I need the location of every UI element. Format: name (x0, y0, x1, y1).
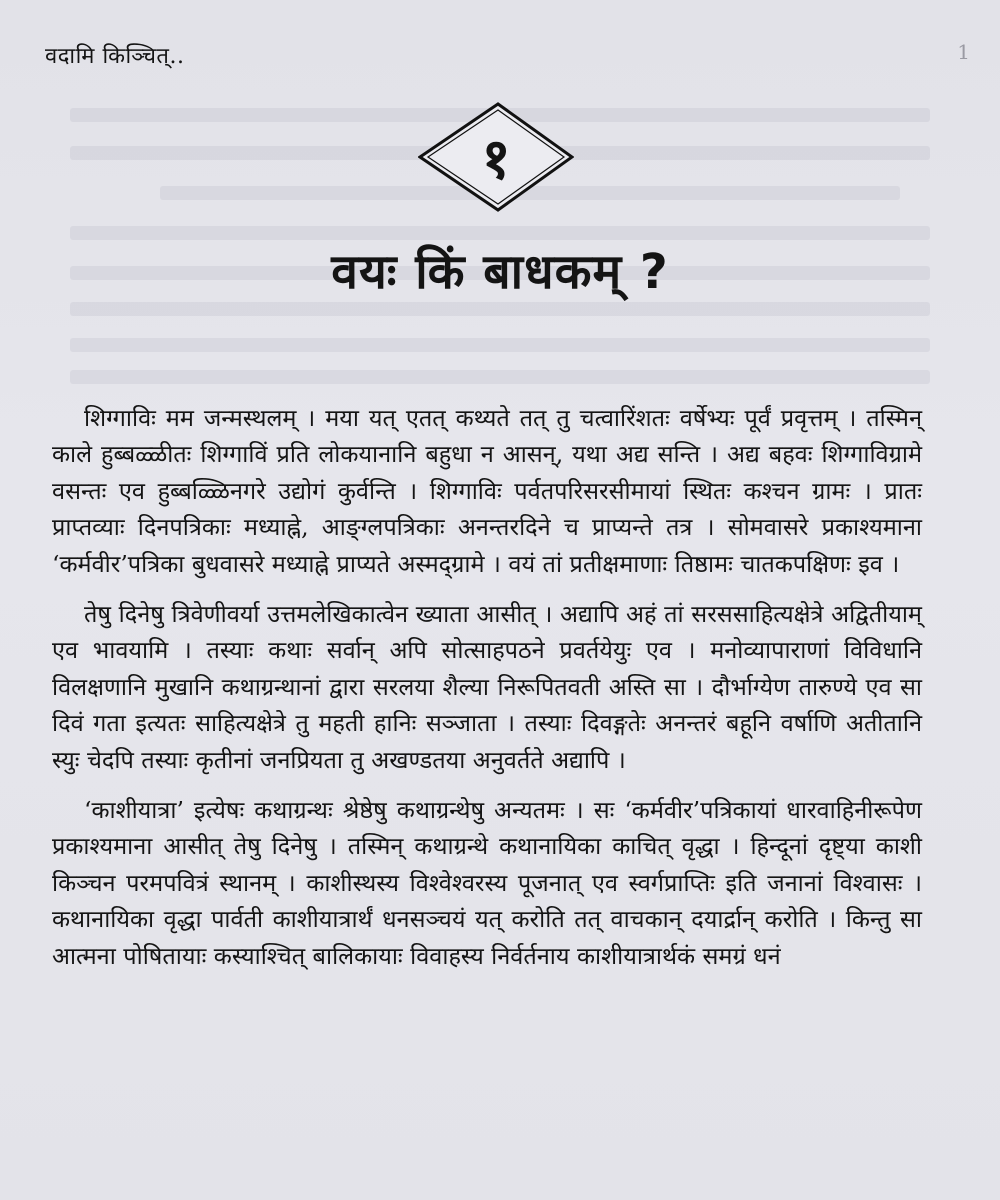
chapter-number: १ (481, 127, 511, 192)
show-through-line (70, 338, 930, 352)
paragraph: शिग्गाविः मम जन्मस्थलम् । मया यत् एतत् कथ्यते तत् तु चत्वारिंशतः वर्षेभ्यः पूर्वं प्रवृत्तम् । तस्मिन् काले हुब्बळ्ळीतः शिग्गाविं प्रति लोकयानानि बहुधा न आसन्, यथा अद्य सन्ति । अद्य बहवः शिग्गाविग्रामे वसन्तः एव हुब्बळ्ळिनगरे उद्योगं कुर्वन्ति । शिग्गाविः पर्वतपरिसरसीमायां स्थितः कश्चन ग्रामः । प्रातः प्राप्तव्याः दिनपत्रिकाः मध्याह्ने, आङ्ग्लपत्रिकाः अनन्तरदिने च प्राप्यन्ते तत्र । सोमवासरे प्रकाश्यमाना ‘कर्मवीर’पत्रिका बुधवासरे मध्याह्ने प्राप्यते अस्मद्ग्रामे । वयं तां प्रतीक्षमाणाः तिष्ठामः चातकपक्षिणः इव । (52, 404, 922, 578)
show-through-line (70, 302, 930, 316)
show-through-line (70, 370, 930, 384)
chapter-title: वयः किं बाधकम् ? (331, 244, 669, 300)
chapter-badge (418, 102, 574, 212)
paragraph: तेषु दिनेषु त्रिवेणीवर्या उत्तमलेखिकात्वेन ख्याता आसीत् । अद्यापि अहं तां सरससाहित्यक्षेत्रे अद्वितीयाम् एव भावयामि । तस्याः कथाः सर्वान् अपि सोत्साहपठने प्रवर्तयेयुः एव । मनोव्यापाराणां विविधानि विलक्षणानि मुखानि कथाग्रन्थानां द्वारा सरलया शैल्या निरूपितवती अस्ति सा । दौर्भाग्येण तारुण्ये एव सा दिवं गता इत्यतः साहित्यक्षेत्रे तु महती हानिः सञ्जाता । तस्याः दिवङ्गतेः अनन्तरं बहूनि वर्षाणि अतीतानि स्युः चेदपि तस्याः कृतीनां जनप्रियता तु अखण्डतया अनुवर्तते अद्यापि । (52, 600, 922, 774)
running-head: वदामि किञ्चित्.. (45, 44, 185, 69)
body-text (52, 400, 922, 988)
paragraph: ‘काशीयात्रा’ इत्येषः कथाग्रन्थः श्रेष्ठेषु कथाग्रन्थेषु अन्यतमः । सः ‘कर्मवीर’पत्रिकायां धारवाहिनीरूपेण प्रकाश्यमाना आसीत् तेषु दिनेषु । तस्मिन् कथाग्रन्थे कथानायिका काचित् वृद्धा । हिन्दूनां दृष्ट्या काशी किञ्चन परमपवित्रं स्थानम् । काशीस्थस्य विश्वेश्वरस्य पूजनात् एव स्वर्गप्राप्तिः इति जनानां विश्वासः । कथानायिका वृद्धा पार्वती काशीयात्रार्थं धनसञ्चयं यत् करोति तत् वाचकान् दयार्द्रान् करोति । किन्तु सा आत्मना पोषितायाः कस्याश्चित् बालिकायाः विवाहस्य निर्वर्तनाय काशीयात्रार्थकं समग्रं धनं (52, 796, 922, 970)
page-number: 1 (957, 40, 970, 64)
